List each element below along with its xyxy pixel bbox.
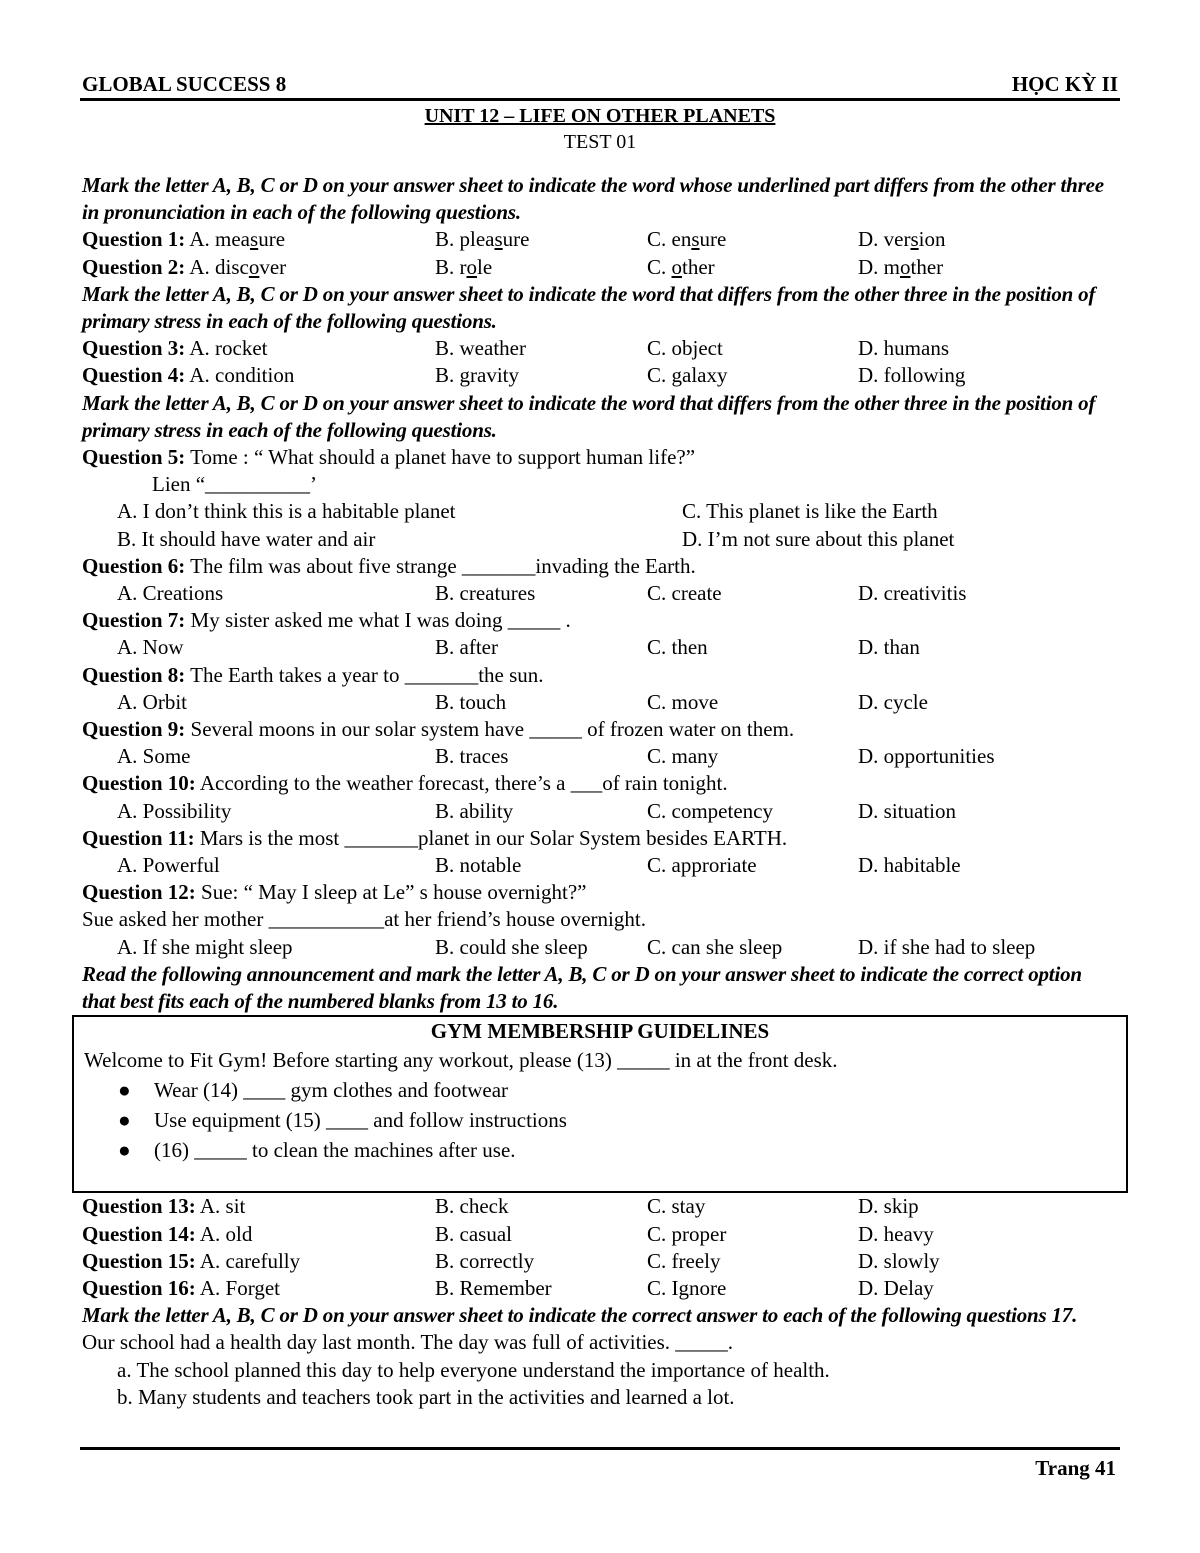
q15-a: A. carefully [199, 1248, 301, 1273]
q17-b: b. Many students and teachers took part in the activities and learned a lot. [117, 1384, 735, 1409]
q9-d: D. opportunities [858, 744, 995, 769]
q8-b: B. touch [435, 689, 507, 714]
header-right: HỌC KỲ II [1011, 72, 1118, 96]
q9-options [82, 743, 1118, 770]
q14-a: A. old [199, 1221, 253, 1246]
q7-c: C. then [647, 635, 708, 660]
q15-c: C. freely [647, 1248, 721, 1273]
q7-b: B. after [435, 635, 498, 660]
q7-options [82, 634, 1118, 661]
q7-d: D. than [858, 635, 920, 660]
gym-bullet-2: ● Use equipment (15) ____ and follow instructions [84, 1105, 1116, 1135]
question-15: Question 15: A. carefully B. correctly C. freely D. slowly [82, 1248, 1118, 1275]
q9-a: A. Some [117, 744, 191, 769]
q5-b: B. It should have water and air [117, 526, 376, 551]
q17-text: Our school had a health day last month. The day was full of activities. _____. [82, 1330, 734, 1355]
q1-a: A. mea [189, 227, 251, 252]
q17-a: a. The school planned this day to help everyone understand the importance of health. [117, 1357, 830, 1382]
question-11: Question 11: Mars is the most _______planet in our Solar System besides EARTH. [82, 825, 788, 850]
instruction-stress: Mark the letter A, B, C or D on your answer sheet to indicate the word that differs from the other three in the position of primary stress in each of the following questions. [82, 281, 1096, 334]
q7-a: A. Now [117, 635, 184, 660]
q3-a: A. rocket [189, 336, 268, 361]
question-9: Question 9: Several moons in our solar system have _____ of frozen water on them. [82, 717, 795, 742]
q5-text: Tome : “ What should a planet have to support human life?” [185, 445, 696, 470]
q2-c: C. [647, 254, 672, 279]
question-1: Question 1: A. measure B. pleasure C. ensure D. version [82, 227, 946, 252]
q10-b: B. ability [435, 798, 514, 823]
q2-d: D. m [858, 254, 900, 279]
q14-d: D. heavy [858, 1221, 934, 1246]
gym-bullet-3: ● (16) _____ to clean the machines after use. [84, 1135, 1116, 1165]
q5-label: Question 5: [82, 445, 186, 470]
q12-a: A. If she might sleep [117, 934, 293, 959]
page-header [82, 70, 1118, 98]
q2-label: Question 2: [82, 254, 186, 279]
q16-a: A. Forget [199, 1275, 280, 1300]
q12-options [82, 934, 1118, 961]
question-8: Question 8: The Earth takes a year to _______the sun. [82, 662, 544, 687]
q11-d: D. habitable [858, 853, 961, 878]
q4-d: D. following [858, 363, 966, 388]
q9-b: B. traces [435, 744, 509, 769]
header-left: GLOBAL SUCCESS 8 [82, 72, 287, 96]
q13-b: B. check [435, 1194, 509, 1219]
question-2: Question 2: A. discover B. role C. other D. mother [82, 254, 944, 279]
q10-d: D. situation [858, 798, 956, 823]
q13-d: D. skip [858, 1194, 919, 1219]
q8-options [82, 689, 1118, 716]
question-3 [82, 335, 1118, 362]
question-14: Question 14: A. old B. casual C. proper D. heavy [82, 1221, 1118, 1248]
q5-d: D. I’m not sure about this planet [682, 526, 955, 551]
header-rule [80, 98, 1120, 101]
question-16: Question 16: A. Forget B. Remember C. Ignore D. Delay [82, 1275, 1118, 1302]
q2-a: A. disc [189, 254, 249, 279]
q4-label: Question 4: [82, 363, 186, 388]
q5-options-ac [82, 498, 1118, 525]
q2-b: B. r [435, 254, 467, 279]
question-6: Question 6: The film was about five strange _______invading the Earth. [82, 553, 696, 578]
bullet-icon: ● [118, 1108, 131, 1133]
q3-d: D. humans [858, 336, 949, 361]
q3-b: B. weather [435, 336, 526, 361]
instruction-final: Mark the letter A, B, C or D on your answer sheet to indicate the correct answer to each of the following questions 17. [82, 1303, 1078, 1328]
bullet-icon: ● [118, 1138, 131, 1163]
q1-c: C. en [647, 227, 692, 252]
q5-a: A. I don’t think this is a habitable planet [117, 499, 456, 524]
q4-b: B. gravity [435, 363, 519, 388]
q16-c: C. Ignore [647, 1275, 727, 1300]
q5-c: C. This planet is like the Earth [682, 499, 938, 524]
q12-c: C. can she sleep [647, 934, 783, 959]
footer-rule [80, 1447, 1120, 1450]
q6-b: B. creatures [435, 581, 536, 606]
q12-line2: Sue asked her mother ___________at her friend’s house overnight. [82, 907, 646, 932]
q10-a: A. Possibility [117, 798, 232, 823]
page-content [82, 70, 1118, 1411]
gym-guidelines-box [72, 1015, 1128, 1193]
question-4 [82, 362, 1118, 389]
q5-options-bd [82, 526, 1118, 553]
q3-label: Question 3: [82, 336, 186, 361]
q10-options [82, 798, 1118, 825]
q5-line2: Lien “__________’ [152, 472, 318, 497]
q4-a: A. condition [189, 363, 295, 388]
q6-a: A. Creations [117, 581, 224, 606]
instruction-announcement: Read the following announcement and mark the letter A, B, C or D on your answer sheet to indicate the correct option that best fits each of the numbered blanks from 13 to 16. [82, 961, 1082, 1014]
test-subtitle: TEST 01 [563, 131, 637, 153]
q1-b: B. plea [435, 227, 495, 252]
instruction-pronunciation: Mark the letter A, B, C or D on your answer sheet to indicate the word whose underlined part differs from the other three in pronunciation in each of the following questions. [82, 173, 1104, 225]
q6-c: C. create [647, 581, 722, 606]
q8-c: C. move [647, 689, 719, 714]
gym-intro: Welcome to Fit Gym! Before starting any workout, please (13) _____ in at the front desk. [84, 1048, 838, 1073]
q3-c: C. object [647, 336, 723, 361]
q9-c: C. many [647, 744, 719, 769]
q4-c: C. galaxy [647, 363, 728, 388]
q14-b: B. casual [435, 1221, 512, 1246]
q11-a: A. Powerful [117, 853, 220, 878]
q11-options [82, 852, 1118, 879]
q12-b: B. could she sleep [435, 934, 588, 959]
q6-options [82, 580, 1118, 607]
q11-b: B. notable [435, 853, 522, 878]
q8-d: D. cycle [858, 689, 928, 714]
unit-title: UNIT 12 – LIFE ON OTHER PLANETS [424, 105, 776, 127]
bullet-icon: ● [118, 1078, 131, 1103]
q16-d: D. Delay [858, 1275, 934, 1300]
q1-d: D. ver [858, 227, 911, 252]
page-number: Trang 41 [1035, 1456, 1116, 1480]
gym-title: GYM MEMBERSHIP GUIDELINES [430, 1019, 770, 1044]
q6-d: D. creativitis [858, 581, 967, 606]
q11-c: C. approriate [647, 853, 757, 878]
instruction-stress-2: Mark the letter A, B, C or D on your answer sheet to indicate the word that differs from the other three in the position of primary stress in each of the following questions. [82, 390, 1096, 442]
q16-b: B. Remember [435, 1275, 552, 1300]
question-12: Question 12: Sue: “ May I sleep at Le” s house overnight?” [82, 880, 587, 905]
q15-b: B. correctly [435, 1248, 535, 1273]
q13-a: A. sit [199, 1194, 246, 1219]
q8-a: A. Orbit [117, 689, 187, 714]
q10-c: C. competency [647, 798, 773, 823]
question-13: Question 13: A. sit B. check C. stay D. skip [82, 1193, 1118, 1220]
q15-d: D. slowly [858, 1248, 940, 1273]
gym-bullet-1: ● Wear (14) ____ gym clothes and footwear [84, 1075, 1116, 1105]
q12-d: D. if she had to sleep [858, 934, 1036, 959]
q14-c: C. proper [647, 1221, 727, 1246]
question-7: Question 7: My sister asked me what I was doing _____ . [82, 608, 571, 633]
q1-label: Question 1: [82, 227, 186, 252]
question-5 [82, 444, 1118, 471]
question-10: Question 10: According to the weather forecast, there’s a ___of rain tonight. [82, 771, 728, 796]
q13-c: C. stay [647, 1194, 706, 1219]
